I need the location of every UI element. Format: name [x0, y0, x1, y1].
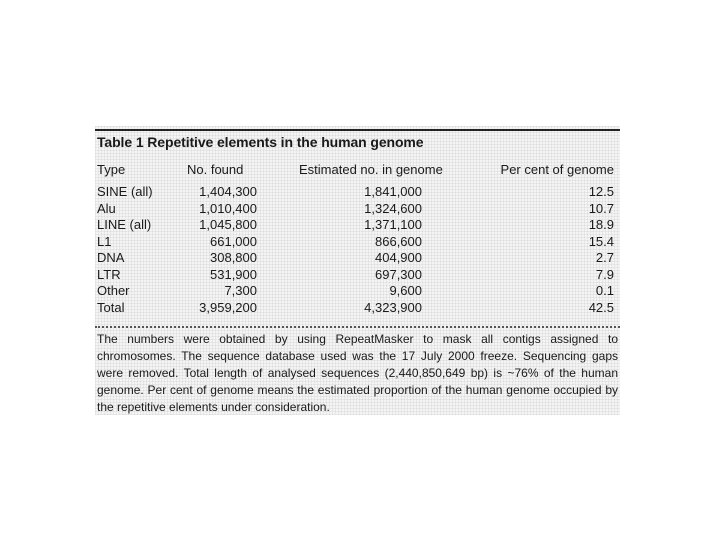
table-row — [97, 283, 618, 300]
header-row — [97, 162, 618, 184]
cell-estimated: 697,300 — [375, 266, 422, 282]
cell-estimated: 1,324,600 — [364, 200, 422, 216]
dotted-rule — [95, 326, 620, 328]
table-row — [97, 217, 618, 234]
top-rule — [95, 129, 620, 131]
cell-estimated: 866,600 — [375, 233, 422, 249]
repeats-table — [97, 162, 618, 316]
cell-found: 1,045,800 — [199, 217, 257, 232]
cell-found: 1,010,400 — [199, 200, 257, 216]
cell-type: LINE (all) — [97, 217, 152, 232]
table-row — [97, 250, 618, 267]
table-footnote: The numbers were obtained by using RepeatMasker to mask all contigs assigned to chromosomes. The sequence database used was the 17 July 2000 freeze. Sequencing gaps were removed. Total length of analysed sequences (2,440,850,649 bp) is ~76% of the human genome. Per cent of genome means the estimated proportion of the human genome occupied by the repetitive elements under consideration. — [97, 332, 618, 414]
cell-percent: 0.1 — [595, 283, 614, 298]
cell-type: L1 — [97, 233, 112, 249]
table-row — [97, 234, 618, 251]
cell-percent: 12.5 — [588, 184, 614, 199]
column-header-type: Type — [97, 162, 126, 177]
cell-percent: 15.4 — [588, 233, 614, 249]
table-figure — [95, 126, 620, 415]
table-row — [97, 184, 618, 201]
cell-percent: 2.7 — [595, 250, 614, 265]
cell-estimated: 9,600 — [389, 283, 422, 298]
column-header-percent: Per cent of genome — [500, 162, 614, 177]
table-row — [97, 300, 618, 317]
cell-type: DNA — [97, 250, 125, 265]
cell-estimated: 1,371,100 — [364, 217, 422, 232]
cell-estimated: 404,900 — [375, 250, 422, 265]
cell-percent: 18.9 — [588, 217, 614, 232]
cell-type: SINE (all) — [97, 184, 153, 199]
cell-type: Alu — [97, 200, 116, 216]
cell-type: Total — [97, 299, 125, 315]
cell-found: 661,000 — [210, 233, 257, 249]
table-body — [97, 184, 618, 316]
cell-estimated: 4,323,900 — [364, 299, 422, 315]
table-row — [97, 267, 618, 284]
cell-found: 3,959,200 — [199, 299, 257, 315]
column-header-found: No. found — [187, 162, 244, 177]
cell-estimated: 1,841,000 — [364, 184, 422, 199]
cell-found: 308,800 — [210, 250, 257, 265]
cell-found: 7,300 — [224, 283, 257, 298]
table-title: Table 1 Repetitive elements in the human genome — [97, 134, 424, 150]
cell-found: 531,900 — [210, 266, 257, 282]
cell-percent: 10.7 — [588, 200, 614, 216]
table-row — [97, 201, 618, 218]
cell-type: LTR — [97, 266, 121, 282]
cell-found: 1,404,300 — [199, 184, 257, 199]
column-header-estimated: Estimated no. in genome — [299, 162, 443, 177]
cell-percent: 42.5 — [588, 299, 614, 315]
cell-type: Other — [97, 283, 130, 298]
cell-percent: 7.9 — [595, 266, 614, 282]
